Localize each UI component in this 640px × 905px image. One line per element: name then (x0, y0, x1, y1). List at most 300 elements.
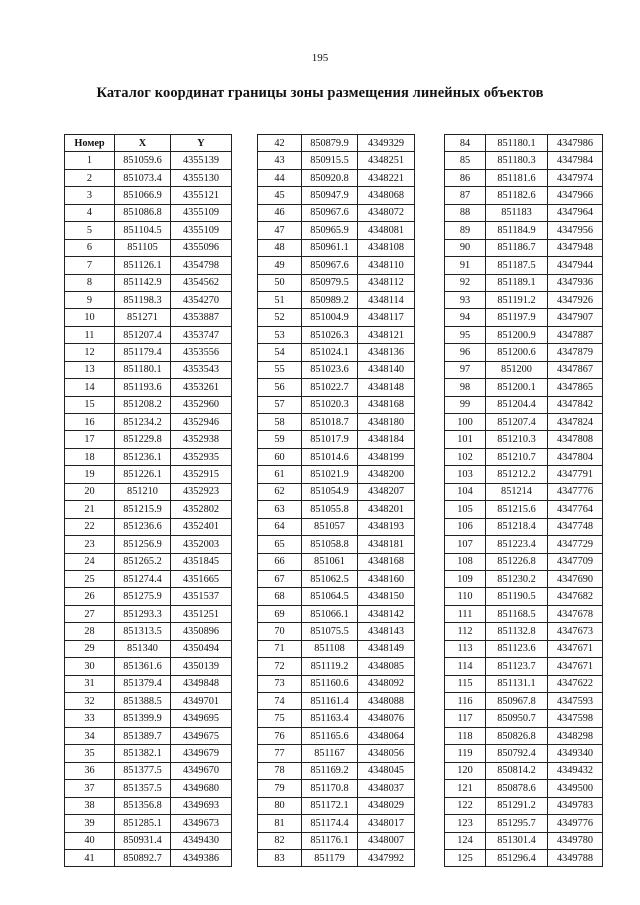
x-coordinate-cell: 851017.9 (302, 431, 358, 448)
x-coordinate-cell: 851190.5 (486, 588, 548, 605)
table-row (65, 274, 232, 291)
x-coordinate-cell: 851210.3 (486, 431, 548, 448)
y-coordinate-cell: 4347948 (548, 239, 603, 256)
table-row (65, 152, 232, 169)
point-number-cell: 99 (445, 396, 486, 413)
point-number-cell: 87 (445, 187, 486, 204)
y-coordinate-cell: 4349500 (548, 780, 603, 797)
table-row (65, 536, 232, 553)
page-number: 195 (311, 52, 329, 64)
y-coordinate-cell: 4351251 (171, 605, 232, 622)
x-coordinate-cell: 851207.4 (115, 326, 171, 343)
table-row (258, 326, 415, 343)
point-number-cell: 23 (65, 536, 115, 553)
y-coordinate-cell: 4349701 (171, 693, 232, 710)
table-row (258, 344, 415, 361)
y-coordinate-cell: 4348136 (358, 344, 415, 361)
table-row (258, 187, 415, 204)
y-coordinate-cell: 4348140 (358, 361, 415, 378)
coordinates-table-1 (64, 134, 232, 867)
x-coordinate-cell: 851271 (115, 309, 171, 326)
table-row (65, 414, 232, 431)
y-coordinate-cell: 4348081 (358, 222, 415, 239)
table-row (445, 291, 603, 308)
point-number-cell: 95 (445, 326, 486, 343)
y-coordinate-cell: 4348117 (358, 309, 415, 326)
x-coordinate-cell: 851186.7 (486, 239, 548, 256)
y-coordinate-cell: 4348160 (358, 570, 415, 587)
y-coordinate-cell: 4353887 (171, 309, 232, 326)
table-row (258, 658, 415, 675)
x-coordinate-cell: 851142.9 (115, 274, 171, 291)
x-coordinate-cell: 851182.6 (486, 187, 548, 204)
x-coordinate-cell: 851020.3 (302, 396, 358, 413)
y-coordinate-cell: 4347824 (548, 414, 603, 431)
y-coordinate-cell: 4352946 (171, 414, 232, 431)
y-coordinate-cell: 4349430 (171, 832, 232, 849)
point-number-cell: 86 (445, 169, 486, 186)
point-number-cell: 123 (445, 815, 486, 832)
table-row (258, 483, 415, 500)
point-number-cell: 5 (65, 222, 115, 239)
point-number-cell: 114 (445, 658, 486, 675)
y-coordinate-cell: 4347678 (548, 605, 603, 622)
x-coordinate-cell: 851236.6 (115, 518, 171, 535)
table-row (65, 361, 232, 378)
point-number-cell: 26 (65, 588, 115, 605)
y-coordinate-cell: 4347804 (548, 448, 603, 465)
x-coordinate-cell: 850878.6 (486, 780, 548, 797)
point-number-cell: 2 (65, 169, 115, 186)
x-coordinate-cell: 851210.7 (486, 448, 548, 465)
x-coordinate-cell: 851301.4 (486, 832, 548, 849)
x-coordinate-cell: 851169.2 (302, 762, 358, 779)
point-number-cell: 111 (445, 605, 486, 622)
x-coordinate-cell: 851187.5 (486, 257, 548, 274)
point-number-cell: 18 (65, 448, 115, 465)
point-number-cell: 91 (445, 257, 486, 274)
point-number-cell: 81 (258, 815, 302, 832)
x-coordinate-cell: 851184.9 (486, 222, 548, 239)
point-number-cell: 32 (65, 693, 115, 710)
point-number-cell: 1 (65, 152, 115, 169)
table-row (445, 187, 603, 204)
point-number-cell: 30 (65, 658, 115, 675)
point-number-cell: 3 (65, 187, 115, 204)
table-row (445, 431, 603, 448)
table-row (258, 291, 415, 308)
point-number-cell: 96 (445, 344, 486, 361)
x-coordinate-cell: 851234.2 (115, 414, 171, 431)
x-coordinate-cell: 850967.8 (486, 693, 548, 710)
x-coordinate-cell: 851313.5 (115, 623, 171, 640)
x-coordinate-cell: 851180.1 (486, 135, 548, 152)
point-number-cell: 38 (65, 797, 115, 814)
point-number-cell: 34 (65, 727, 115, 744)
point-number-cell: 46 (258, 204, 302, 221)
x-coordinate-cell: 850931.4 (115, 832, 171, 849)
y-coordinate-cell: 4348088 (358, 693, 415, 710)
y-coordinate-cell: 4348112 (358, 274, 415, 291)
y-coordinate-cell: 4354798 (171, 257, 232, 274)
y-coordinate-cell: 4349432 (548, 762, 603, 779)
x-coordinate-cell: 851026.3 (302, 326, 358, 343)
x-coordinate-cell: 851223.4 (486, 536, 548, 553)
x-coordinate-cell: 851132.8 (486, 623, 548, 640)
y-coordinate-cell: 4353261 (171, 379, 232, 396)
x-coordinate-cell: 851058.8 (302, 536, 358, 553)
point-number-cell: 72 (258, 658, 302, 675)
y-coordinate-cell: 4347842 (548, 396, 603, 413)
y-coordinate-cell: 4347682 (548, 588, 603, 605)
y-coordinate-cell: 4354270 (171, 291, 232, 308)
y-coordinate-cell: 4347887 (548, 326, 603, 343)
point-number-cell: 11 (65, 326, 115, 343)
point-number-cell: 39 (65, 815, 115, 832)
y-coordinate-cell: 4348085 (358, 658, 415, 675)
table-row (258, 536, 415, 553)
point-number-cell: 118 (445, 727, 486, 744)
table-row (445, 483, 603, 500)
x-coordinate-cell: 851179.4 (115, 344, 171, 361)
point-number-cell: 94 (445, 309, 486, 326)
x-coordinate-cell: 850792.4 (486, 745, 548, 762)
x-coordinate-cell: 851183 (486, 204, 548, 221)
x-coordinate-cell: 851168.5 (486, 605, 548, 622)
y-coordinate-cell: 4347974 (548, 169, 603, 186)
table-row (258, 152, 415, 169)
table-row (258, 257, 415, 274)
x-coordinate-cell: 851340 (115, 640, 171, 657)
y-coordinate-cell: 4347622 (548, 675, 603, 692)
y-coordinate-cell: 4347791 (548, 466, 603, 483)
table-row (258, 361, 415, 378)
table-row (65, 169, 232, 186)
point-number-cell: 121 (445, 780, 486, 797)
y-coordinate-cell: 4353747 (171, 326, 232, 343)
table-row (445, 257, 603, 274)
y-coordinate-cell: 4347944 (548, 257, 603, 274)
table-row (65, 396, 232, 413)
x-coordinate-cell: 851215.6 (486, 501, 548, 518)
y-coordinate-cell: 4349679 (171, 745, 232, 762)
y-coordinate-cell: 4349680 (171, 780, 232, 797)
x-coordinate-cell: 851200 (486, 361, 548, 378)
y-coordinate-cell: 4348221 (358, 169, 415, 186)
y-coordinate-cell: 4351665 (171, 570, 232, 587)
point-number-cell: 88 (445, 204, 486, 221)
point-number-cell: 22 (65, 518, 115, 535)
point-number-cell: 53 (258, 326, 302, 343)
table-row (445, 727, 603, 744)
x-coordinate-cell: 850879.9 (302, 135, 358, 152)
x-coordinate-cell: 851075.5 (302, 623, 358, 640)
y-coordinate-cell: 4350139 (171, 658, 232, 675)
table-row (258, 623, 415, 640)
y-coordinate-cell: 4348056 (358, 745, 415, 762)
x-coordinate-cell: 851218.4 (486, 518, 548, 535)
coordinates-table-3 (444, 134, 603, 867)
point-number-cell: 78 (258, 762, 302, 779)
point-number-cell: 80 (258, 797, 302, 814)
x-coordinate-cell: 851023.6 (302, 361, 358, 378)
y-coordinate-cell: 4348142 (358, 605, 415, 622)
x-coordinate-cell: 851212.2 (486, 466, 548, 483)
x-coordinate-cell: 850826.8 (486, 727, 548, 744)
y-coordinate-cell: 4347593 (548, 693, 603, 710)
table-row (258, 675, 415, 692)
table-row (65, 588, 232, 605)
document-title: Каталог координат границы зоны размещения линейных объектов (96, 85, 544, 101)
table-row (258, 135, 415, 152)
x-coordinate-cell: 851018.7 (302, 414, 358, 431)
table-row (258, 309, 415, 326)
x-coordinate-cell: 851180.3 (486, 152, 548, 169)
table-row (445, 379, 603, 396)
y-coordinate-cell: 4349670 (171, 762, 232, 779)
x-coordinate-cell: 851066.9 (115, 187, 171, 204)
y-coordinate-cell: 4348168 (358, 396, 415, 413)
x-coordinate-cell: 850989.2 (302, 291, 358, 308)
table-row (445, 169, 603, 186)
point-number-cell: 107 (445, 536, 486, 553)
point-number-cell: 120 (445, 762, 486, 779)
y-coordinate-cell: 4352935 (171, 448, 232, 465)
table-row (258, 588, 415, 605)
y-coordinate-cell: 4347764 (548, 501, 603, 518)
y-coordinate-cell: 4348114 (358, 291, 415, 308)
x-coordinate-cell: 851296.4 (486, 849, 548, 866)
point-number-cell: 63 (258, 501, 302, 518)
x-coordinate-cell: 850965.9 (302, 222, 358, 239)
table-row (258, 414, 415, 431)
y-coordinate-cell: 4347776 (548, 483, 603, 500)
table-row (65, 291, 232, 308)
y-coordinate-cell: 4352915 (171, 466, 232, 483)
table-row (445, 135, 603, 152)
point-number-cell: 13 (65, 361, 115, 378)
table-row (445, 309, 603, 326)
point-number-cell: 16 (65, 414, 115, 431)
x-coordinate-cell: 851291.2 (486, 797, 548, 814)
table-row (258, 780, 415, 797)
x-coordinate-cell: 850961.1 (302, 239, 358, 256)
point-number-cell: 89 (445, 222, 486, 239)
point-number-cell: 6 (65, 239, 115, 256)
y-coordinate-cell: 4347673 (548, 623, 603, 640)
x-coordinate-cell: 851200.9 (486, 326, 548, 343)
table-row (258, 169, 415, 186)
y-coordinate-cell: 4352802 (171, 501, 232, 518)
table-row (445, 152, 603, 169)
y-coordinate-cell: 4348200 (358, 466, 415, 483)
x-coordinate-cell: 851119.2 (302, 658, 358, 675)
y-coordinate-cell: 4349848 (171, 675, 232, 692)
y-coordinate-cell: 4350494 (171, 640, 232, 657)
x-coordinate-cell: 850915.5 (302, 152, 358, 169)
x-coordinate-cell: 851073.4 (115, 169, 171, 186)
point-number-cell: 43 (258, 152, 302, 169)
y-coordinate-cell: 4348181 (358, 536, 415, 553)
point-number-cell: 45 (258, 187, 302, 204)
y-coordinate-cell: 4347671 (548, 640, 603, 657)
y-coordinate-cell: 4348037 (358, 780, 415, 797)
y-coordinate-cell: 4348068 (358, 187, 415, 204)
table-row (445, 780, 603, 797)
x-coordinate-cell: 850920.8 (302, 169, 358, 186)
point-number-cell: 109 (445, 570, 486, 587)
table-row (258, 727, 415, 744)
table-row (258, 693, 415, 710)
x-coordinate-cell: 851207.4 (486, 414, 548, 431)
point-number-cell: 71 (258, 640, 302, 657)
table-row (445, 710, 603, 727)
point-number-cell: 70 (258, 623, 302, 640)
point-number-cell: 56 (258, 379, 302, 396)
point-number-cell: 92 (445, 274, 486, 291)
x-coordinate-cell: 851256.9 (115, 536, 171, 553)
x-coordinate-cell: 851165.6 (302, 727, 358, 744)
y-coordinate-cell: 4355121 (171, 187, 232, 204)
point-number-cell: 82 (258, 832, 302, 849)
table-row (445, 326, 603, 343)
table-row (65, 501, 232, 518)
point-number-cell: 105 (445, 501, 486, 518)
point-number-cell: 65 (258, 536, 302, 553)
y-coordinate-cell: 4347690 (548, 570, 603, 587)
point-number-cell: 76 (258, 727, 302, 744)
y-coordinate-cell: 4349329 (358, 135, 415, 152)
point-number-cell: 68 (258, 588, 302, 605)
table-row (65, 693, 232, 710)
point-number-cell: 58 (258, 414, 302, 431)
y-coordinate-cell: 4355139 (171, 152, 232, 169)
table-row (445, 239, 603, 256)
x-coordinate-cell: 851161.4 (302, 693, 358, 710)
point-number-cell: 8 (65, 274, 115, 291)
table-row (445, 448, 603, 465)
point-number-cell: 67 (258, 570, 302, 587)
point-number-cell: 12 (65, 344, 115, 361)
y-coordinate-cell: 4352003 (171, 536, 232, 553)
x-coordinate-cell: 851180.1 (115, 361, 171, 378)
table-row (258, 710, 415, 727)
table-row (445, 762, 603, 779)
point-number-cell: 75 (258, 710, 302, 727)
table-row (445, 536, 603, 553)
y-coordinate-cell: 4347956 (548, 222, 603, 239)
point-number-cell: 28 (65, 623, 115, 640)
header-y: Y (171, 135, 232, 152)
y-coordinate-cell: 4352938 (171, 431, 232, 448)
table-row (258, 466, 415, 483)
point-number-cell: 55 (258, 361, 302, 378)
x-coordinate-cell: 850967.6 (302, 257, 358, 274)
x-coordinate-cell: 851181.6 (486, 169, 548, 186)
table-row (65, 780, 232, 797)
table-row (258, 274, 415, 291)
x-coordinate-cell: 851014.6 (302, 448, 358, 465)
table-row (65, 326, 232, 343)
y-coordinate-cell: 4355130 (171, 169, 232, 186)
x-coordinate-cell: 851399.9 (115, 710, 171, 727)
y-coordinate-cell: 4347992 (358, 849, 415, 866)
point-number-cell: 17 (65, 431, 115, 448)
x-coordinate-cell: 851086.8 (115, 204, 171, 221)
table-row (258, 849, 415, 866)
table-row (445, 414, 603, 431)
table-row (65, 658, 232, 675)
table-row (65, 187, 232, 204)
table-header-row (65, 135, 232, 152)
point-number-cell: 19 (65, 466, 115, 483)
y-coordinate-cell: 4348045 (358, 762, 415, 779)
y-coordinate-cell: 4352923 (171, 483, 232, 500)
x-coordinate-cell: 851229.8 (115, 431, 171, 448)
point-number-cell: 31 (65, 675, 115, 692)
y-coordinate-cell: 4353556 (171, 344, 232, 361)
x-coordinate-cell: 851059.6 (115, 152, 171, 169)
y-coordinate-cell: 4347729 (548, 536, 603, 553)
y-coordinate-cell: 4347748 (548, 518, 603, 535)
table-row (65, 849, 232, 866)
x-coordinate-cell: 851057 (302, 518, 358, 535)
x-coordinate-cell: 851174.4 (302, 815, 358, 832)
x-coordinate-cell: 851163.4 (302, 710, 358, 727)
point-number-cell: 10 (65, 309, 115, 326)
y-coordinate-cell: 4348092 (358, 675, 415, 692)
point-number-cell: 116 (445, 693, 486, 710)
table-row (445, 849, 603, 866)
point-number-cell: 108 (445, 553, 486, 570)
x-coordinate-cell: 851054.9 (302, 483, 358, 500)
table-row (445, 745, 603, 762)
y-coordinate-cell: 4347966 (548, 187, 603, 204)
point-number-cell: 124 (445, 832, 486, 849)
y-coordinate-cell: 4348180 (358, 414, 415, 431)
table-row (445, 675, 603, 692)
point-number-cell: 64 (258, 518, 302, 535)
x-coordinate-cell: 851066.1 (302, 605, 358, 622)
header-number: Номер (65, 135, 115, 152)
table-row (65, 710, 232, 727)
point-number-cell: 59 (258, 431, 302, 448)
point-number-cell: 35 (65, 745, 115, 762)
x-coordinate-cell: 851275.9 (115, 588, 171, 605)
x-coordinate-cell: 851167 (302, 745, 358, 762)
x-coordinate-cell: 851062.5 (302, 570, 358, 587)
point-number-cell: 97 (445, 361, 486, 378)
table-row (258, 832, 415, 849)
table-row (445, 518, 603, 535)
y-coordinate-cell: 4349780 (548, 832, 603, 849)
y-coordinate-cell: 4347709 (548, 553, 603, 570)
table-row (445, 658, 603, 675)
point-number-cell: 44 (258, 169, 302, 186)
x-coordinate-cell: 851226.8 (486, 553, 548, 570)
point-number-cell: 98 (445, 379, 486, 396)
point-number-cell: 93 (445, 291, 486, 308)
x-coordinate-cell: 851357.5 (115, 780, 171, 797)
y-coordinate-cell: 4349776 (548, 815, 603, 832)
table-row (445, 344, 603, 361)
point-number-cell: 21 (65, 501, 115, 518)
point-number-cell: 49 (258, 257, 302, 274)
x-coordinate-cell: 851176.1 (302, 832, 358, 849)
point-number-cell: 73 (258, 675, 302, 692)
table-row (258, 570, 415, 587)
table-row (65, 797, 232, 814)
